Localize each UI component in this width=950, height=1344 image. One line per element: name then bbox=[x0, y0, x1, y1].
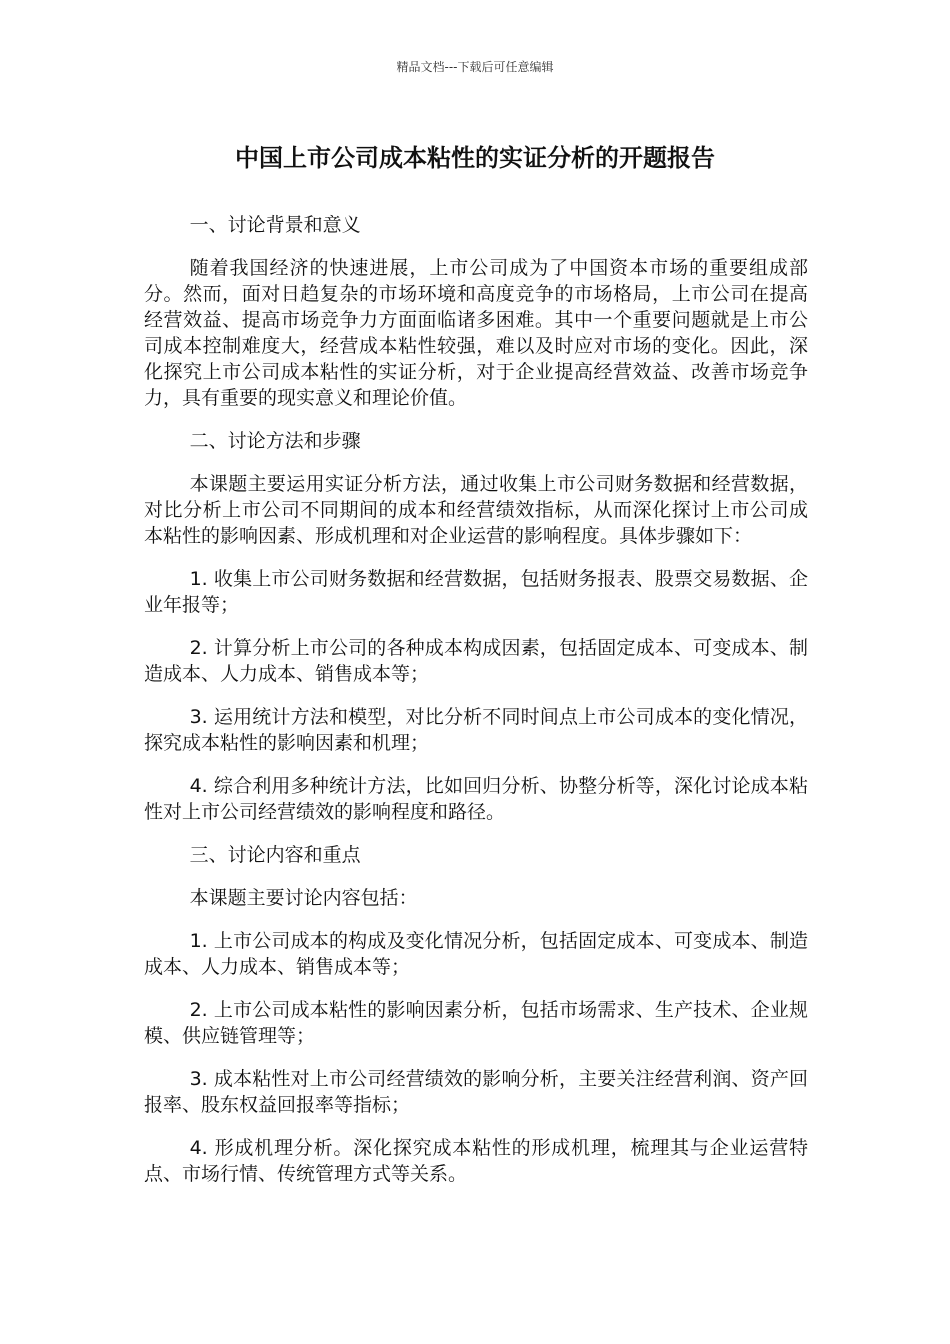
list-item: 3. 成本粘性对上市公司经营绩效的影响分析，主要关注经营利润、资产回报率、股东权益回报率等指标； bbox=[144, 1068, 808, 1116]
section-heading: 二、讨论方法和步骤 bbox=[189, 430, 361, 452]
list-item: 3. 运用统计方法和模型，对比分析不同时间点上市公司成本的变化情况，探究成本粘性的影响因素和机理； bbox=[144, 706, 808, 754]
list-item: 1. 收集上市公司财务数据和经营数据，包括财务报表、股票交易数据、企业年报等； bbox=[144, 568, 808, 616]
list-item: 4. 综合利用多种统计方法，比如回归分析、协整分析等，深化讨论成本粘性对上市公司经营绩效的影响程度和路径。 bbox=[144, 775, 808, 823]
document-body bbox=[144, 212, 808, 1204]
list-item: 2. 上市公司成本粘性的影响因素分析，包括市场需求、生产技术、企业规模、供应链管理等； bbox=[144, 999, 808, 1047]
list-item: 2. 计算分析上市公司的各种成本构成因素，包括固定成本、可变成本、制造成本、人力成本、销售成本等； bbox=[144, 637, 808, 685]
list-item: 4. 形成机理分析。深化探究成本粘性的形成机理，梳理其与企业运营特点、市场行情、传统管理方式等关系。 bbox=[144, 1137, 808, 1185]
document-title: 中国上市公司成本粘性的实证分析的开题报告 bbox=[235, 144, 715, 172]
section-heading: 三、讨论内容和重点 bbox=[189, 844, 361, 866]
paragraph: 本课题主要运用实证分析方法，通过收集上市公司财务数据和经营数据，对比分析上市公司不同期间的成本和经营绩效指标，从而深化探讨上市公司成本粘性的影响因素、形成机理和对企业运营的影响程度。具体步骤如下： bbox=[144, 473, 808, 547]
paragraph: 本课题主要讨论内容包括： bbox=[189, 887, 418, 909]
section-heading: 一、讨论背景和意义 bbox=[189, 214, 361, 236]
header-note: 精品文档---下载后可任意编辑 bbox=[396, 60, 554, 74]
list-item: 1. 上市公司成本的构成及变化情况分析，包括固定成本、可变成本、制造成本、人力成本、销售成本等； bbox=[144, 930, 808, 978]
paragraph: 随着我国经济的快速进展，上市公司成为了中国资本市场的重要组成部分。然而，面对日趋复杂的市场环境和高度竞争的市场格局，上市公司在提高经营效益、提高市场竞争力方面面临诸多困难。其中一个重要问题就是上市公司成本控制难度大，经营成本粘性较强，难以及时应对市场的变化。因此，深化探究上市公司成本粘性的实证分析，对于企业提高经营效益、改善市场竞争力，具有重要的现实意义和理论价值。 bbox=[144, 257, 808, 409]
